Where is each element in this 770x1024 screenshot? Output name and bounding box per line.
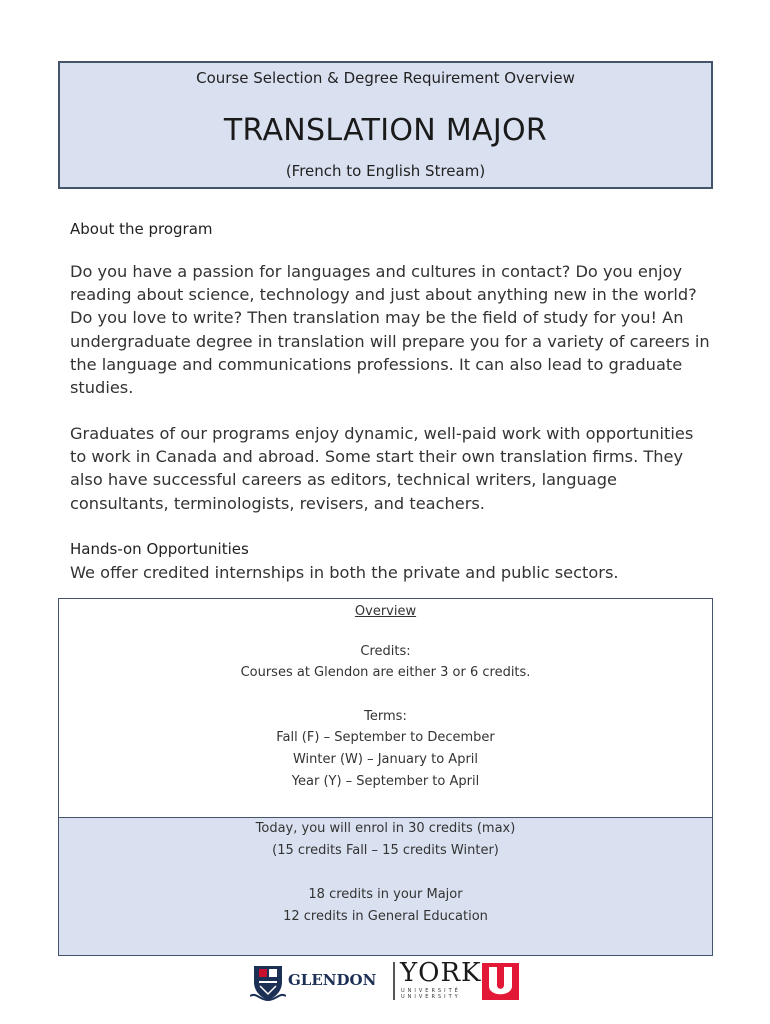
enrol-line-2: (15 credits Fall – 15 credits Winter)	[272, 843, 499, 858]
term-fall: Fall (F) – September to December	[276, 730, 495, 745]
about-heading: About the program	[70, 220, 213, 238]
credits-text: Courses at Glendon are either 3 or 6 credits.	[240, 665, 531, 680]
header-stream: (French to English Stream)	[285, 162, 486, 180]
hands-on-text: We offer credited internships in both the private and public sectors.	[70, 563, 619, 582]
header-box	[58, 61, 713, 189]
york-sub-en: UNIVERSITY	[401, 994, 461, 1000]
hands-on-heading: Hands-on Opportunities	[70, 540, 249, 558]
york-u-logo-icon	[482, 963, 519, 1000]
gened-credits: 12 credits in General Education	[283, 909, 488, 924]
page-title: TRANSLATION MAJOR	[223, 113, 548, 148]
york-logo: YORK	[400, 958, 482, 988]
about-paragraph-1: Do you have a passion for languages and cultures in contact? Do you enjoy reading about science, technology and just about anything new in the world? Do you love to write? Then translation may be the field of study for you! An undergraduate degree in translation will prepare you for a variety of careers in the language and communications professions. It can also lead to graduate studies.	[70, 262, 710, 398]
glendon-logo: GLENDON	[288, 971, 377, 989]
enrol-line-1: Today, you will enrol in 30 credits (max)	[255, 821, 516, 836]
glendon-crest-icon	[250, 962, 286, 1002]
about-paragraph-2: Graduates of our programs enjoy dynamic, well-paid work with opportunities to work in Canada and abroad. Some start their own translation firms. They also have successful careers as editors, technical writers, language consultants, terminologists, revisers, and teachers.	[70, 424, 694, 513]
overview-box	[58, 598, 713, 956]
term-winter: Winter (W) – January to April	[292, 752, 479, 767]
major-credits: 18 credits in your Major	[308, 887, 463, 902]
term-year: Year (Y) – September to April	[291, 774, 480, 789]
overview-info-panel	[59, 599, 712, 817]
terms-heading: Terms:	[364, 709, 407, 724]
logo-divider	[393, 962, 395, 1000]
york-u-glyph	[482, 963, 519, 1000]
credits-heading: Credits:	[360, 644, 411, 659]
footer-logos	[248, 960, 522, 1002]
enrolment-panel	[59, 817, 712, 955]
york-sub-fr: UNIVERSITÉ	[401, 988, 461, 994]
overview-title: Overview	[354, 604, 417, 619]
header-subtitle: Course Selection & Degree Requirement Overview	[196, 69, 575, 87]
york-university-wordmark	[401, 988, 461, 1000]
